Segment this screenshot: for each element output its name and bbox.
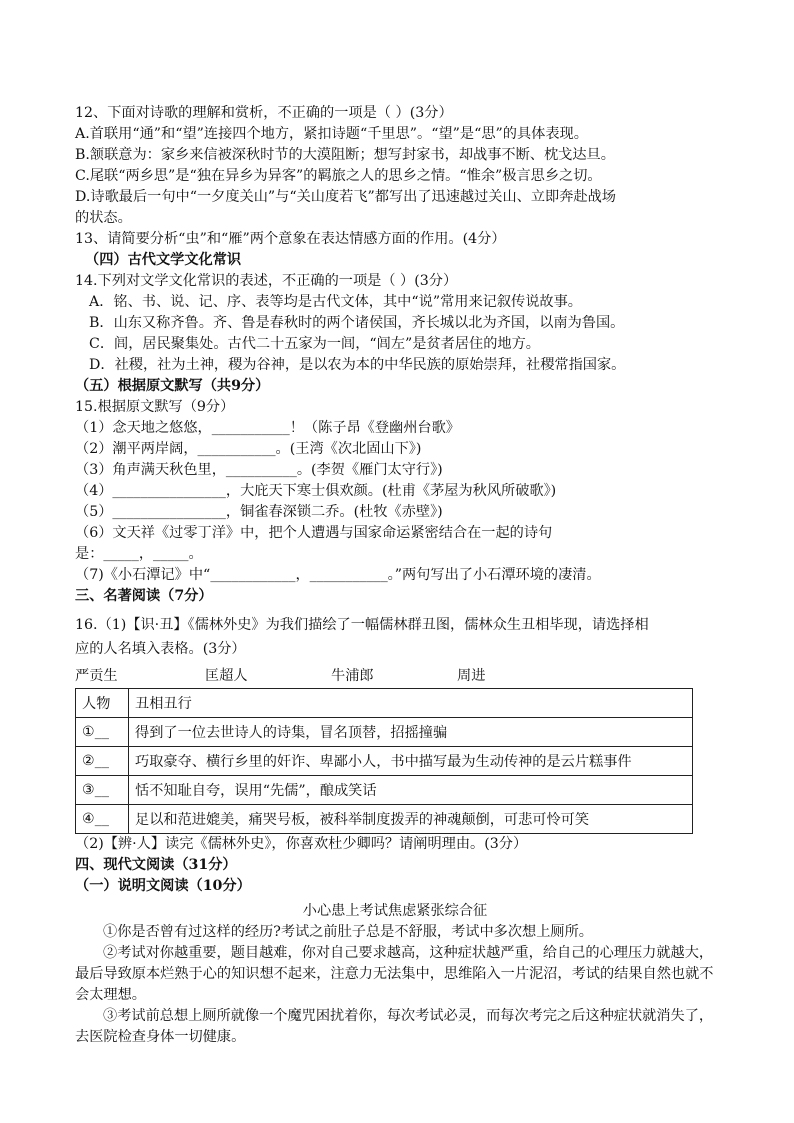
- recitation-line-7: （7)《小石潭记》中“____________，___________。”两句写出了小石潭环境的凄清。: [75, 567, 601, 583]
- article-paragraph: ①你是否曾有过这样的经历?考试之前肚子总是不舒服，考试中多次想上厕所。: [103, 924, 593, 940]
- table-cell: 恬不知耻自夸，误用“先儒”，酿成笑话: [129, 776, 693, 805]
- characters-table: [75, 688, 693, 834]
- article-paragraph: ②考试对你越重要，题目越难，你对自己要求越高，这种症状越严重，给自己的心理压力就越大，最后导致原本烂熟于心的知识想不起来，注意力无法集中，思维陷入一片泥沼，考试的结果自然也就不会太理想。: [75, 945, 714, 1003]
- article-paragraph: ③考试前总想上厕所就像一个魔咒困扰着你，每次考试必灵，而每次考完之后这种症状就消失了，去医院检查身体一切健康。: [75, 1008, 714, 1045]
- recitation-line-1: （1）念天地之悠悠，___________！（陈子昂《登幽州台歌》: [75, 420, 460, 436]
- section-5-title: （五）根据原文默写（共9分）: [75, 378, 270, 394]
- question-16-part-2: （2)【辨·人】读完《儒林外史》，你喜欢杜少卿吗？请阐明理由。(3分）: [75, 836, 528, 852]
- question-12-stem: 12、下面对诗歌的理解和赏析，不正确的一项是（ ）(3分）: [75, 105, 453, 121]
- section-three-title: 三、名著阅读（7分）: [75, 588, 213, 604]
- table-row: [76, 718, 693, 747]
- recitation-line-3: （3）角声满天秋色里，__________。(李贺《雁门太守行》): [75, 462, 443, 478]
- question-12-option-a: A.首联用“通”和“望”连接四个地方，紧扣诗题“千里思”。“望”是“思”的具体表现。: [75, 126, 588, 142]
- table-row: [76, 805, 693, 834]
- table-row: [76, 747, 693, 776]
- question-15-stem: 15.根据原文默写（9分）: [75, 399, 235, 415]
- table-cell: 得到了一位去世诗人的诗集，冒名顶替，招摇撞骗: [129, 718, 693, 747]
- table-cell: 巧取豪夺、横行乡里的奸诈、卑鄙小人，书中描写最为生动传神的是云片糕事件: [129, 747, 693, 776]
- subsection-title: （一）说明文阅读（10分）: [75, 878, 251, 894]
- question-12-option-d: D.诗歌最后一句中“一夕度关山”与“关山度若飞”都写出了迅速越过关山、立即奔赴战场: [75, 189, 616, 205]
- question-12-option-c: C.尾联“两乡思”是“独在异乡为异客”的羁旅之人的思乡之情。“惟余”极言思乡之切。: [75, 168, 602, 184]
- question-16-line-1: 16.（1)【识·丑】《儒林外史》为我们描绘了一幅儒林群丑图，儒林众生丑相毕现，请选择相: [75, 617, 649, 633]
- table-header-row: [76, 689, 693, 718]
- recitation-line-6-cont: 是：_____，_____。: [75, 546, 203, 562]
- name-choice: 牛浦郎: [331, 668, 374, 684]
- question-14-option-b: B．山东又称齐鲁。齐、鲁是春秋时的两个诸侯国，齐长城以北为齐国，以南为鲁国。: [89, 315, 625, 331]
- name-choice: 周进: [457, 668, 486, 684]
- name-choice: 匡超人: [205, 668, 248, 684]
- question-12-option-b: B.颔联意为：家乡来信被深秋时节的大漠阻断；想写封家书，却战事不断、枕戈达旦。: [75, 147, 615, 163]
- table-row: [76, 776, 693, 805]
- question-14-option-a: A．铭、书、说、记、序、表等均是古代文体，其中“说”常用来记叙传说故事。: [89, 294, 582, 310]
- question-13: 13、请简要分析“虫”和“雁”两个意象在表达情感方面的作用。(4分）: [75, 231, 506, 247]
- section-four-title: 四、现代文阅读（31分）: [75, 857, 237, 873]
- exam-page: [75, 103, 715, 1048]
- section-4-title: （四）古代文学文化常识: [85, 252, 242, 268]
- question-14-stem: 14.下列对文学文化常识的表述，不正确的一项是（ ）(3分）: [75, 273, 458, 289]
- table-header-cell: 人物: [76, 689, 129, 718]
- table-header-cell: 丑相丑行: [129, 689, 693, 718]
- recitation-line-5: （5）________________，铜雀春深锁二乔。(杜牧《赤壁》): [75, 504, 443, 520]
- table-blank-cell: ④__: [76, 805, 129, 834]
- table-blank-cell: ③__: [76, 776, 129, 805]
- name-choice: 严贡生: [75, 668, 118, 684]
- table-cell: 足以和范进媲美，痛哭号板，被科举制度拨弄的神魂颠倒，可悲可怜可笑: [129, 805, 693, 834]
- recitation-line-2: （2）潮平两岸阔，___________。(王湾《次北固山下》): [75, 441, 422, 457]
- recitation-line-4: （4）________________，大庇天下寒士俱欢颜。(杜甫《茅屋为秋风所破歌》): [75, 483, 557, 499]
- question-14-option-d: D．社稷，社为土神，稷为谷神，是以农为本的中华民族的原始崇拜，社稷常指国家。: [89, 357, 626, 373]
- table-blank-cell: ②__: [76, 747, 129, 776]
- question-16-line-2: 应的人名填入表格。(3分）: [75, 641, 246, 657]
- article-title: 小心患上考试焦虑紧张综合征: [302, 903, 488, 919]
- recitation-line-6: （6）文天祥《过零丁洋》中，把个人遭遇与国家命运紧密结合在一起的诗句: [75, 525, 553, 541]
- question-12-option-d-cont: 的状态。: [75, 210, 132, 226]
- table-blank-cell: ①__: [76, 718, 129, 747]
- name-choices: [75, 661, 715, 685]
- question-14-option-c: C．闾，居民聚集处。古代二十五家为一闾，“闾左”是贫者居住的地方。: [89, 336, 540, 352]
